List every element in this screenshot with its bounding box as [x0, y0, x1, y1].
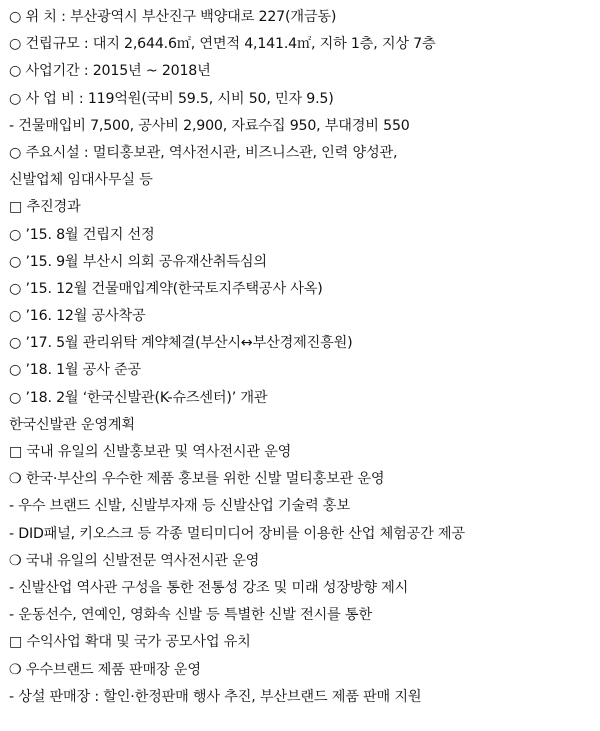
plan-item: ❍ 한국·부산의 우수한 제품 홍보를 위한 신발 멀티홍보관 운영 — [9, 471, 385, 488]
plan-item: ❍ 국내 유일의 신발전문 역사전시관 운영 — [9, 552, 260, 569]
plan-item: ❍ 우수브랜드 제품 판매장 운영 — [9, 661, 201, 678]
plan-detail: - 운동선수, 연예인, 영화속 신발 등 특별한 신발 전시를 통한 — [9, 607, 372, 624]
progress-item: ○ ’15. 12월 건물매입계약(한국토지주택공사 사옥) — [9, 280, 323, 297]
cost-breakdown-line: - 건물매입비 7,500, 공사비 2,900, 자료수집 950, 부대경비 550 — [9, 117, 410, 134]
document-body — [9, 4, 594, 711]
progress-item: ○ ’15. 8월 건립지 선정 — [9, 226, 155, 243]
main-facilities-continued-line: 신발업체 임대사무실 등 — [9, 172, 153, 189]
section-heading: □ 수익사업 확대 및 국가 공모사업 유치 — [9, 634, 251, 651]
progress-item: ○ ’18. 2월 ‘한국신발관(K-슈즈센터)’ 개관 — [9, 389, 268, 406]
plan-detail: - DID패널, 키오스크 등 각종 멀티미디어 장비를 이용한 산업 체험공간 제공 — [9, 525, 465, 542]
location-line: ○ 위 치 : 부산광역시 부산진구 백양대로 227(개금동) — [9, 9, 337, 25]
progress-item: ○ ’17. 5월 관리위탁 계약체결(부산시↔부산경제진흥원) — [9, 335, 353, 352]
operation-plan-heading: 한국신발관 운영계획 — [9, 416, 135, 433]
progress-item: ○ ’15. 9월 부산시 의회 공유재산취득심의 — [9, 253, 267, 270]
progress-item: ○ ’16. 12월 공사착공 — [9, 308, 146, 325]
project-period-line: ○ 사업기간 : 2015년 ~ 2018년 — [9, 63, 211, 80]
progress-item: ○ ’18. 1월 공사 준공 — [9, 362, 142, 379]
main-facilities-line: ○ 주요시설 : 멀티홍보관, 역사전시관, 비즈니스관, 인력 양성관, — [9, 144, 398, 161]
plan-detail: - 우수 브랜드 신발, 신발부자재 등 신발산업 기술력 홍보 — [9, 498, 350, 515]
building-scale-line: ○ 건립규모 : 대지 2,644.6㎡, 연면적 4,141.4㎡, 지하 1층, 지상 7층 — [9, 36, 436, 53]
project-cost-line: ○ 사 업 비 : 119억원(국비 59.5, 시비 50, 민자 9.5) — [9, 90, 334, 107]
plan-detail: - 상설 판매장 : 할인·한정판매 행사 추진, 부산브랜드 제품 판매 지원 — [9, 688, 422, 705]
plan-detail: - 신발산업 역사관 구성을 통한 전통성 강조 및 미래 성장방향 제시 — [9, 579, 409, 596]
progress-heading: □ 추진경과 — [9, 199, 81, 216]
section-heading: □ 국내 유일의 신발홍보관 및 역사전시관 운영 — [9, 444, 292, 460]
